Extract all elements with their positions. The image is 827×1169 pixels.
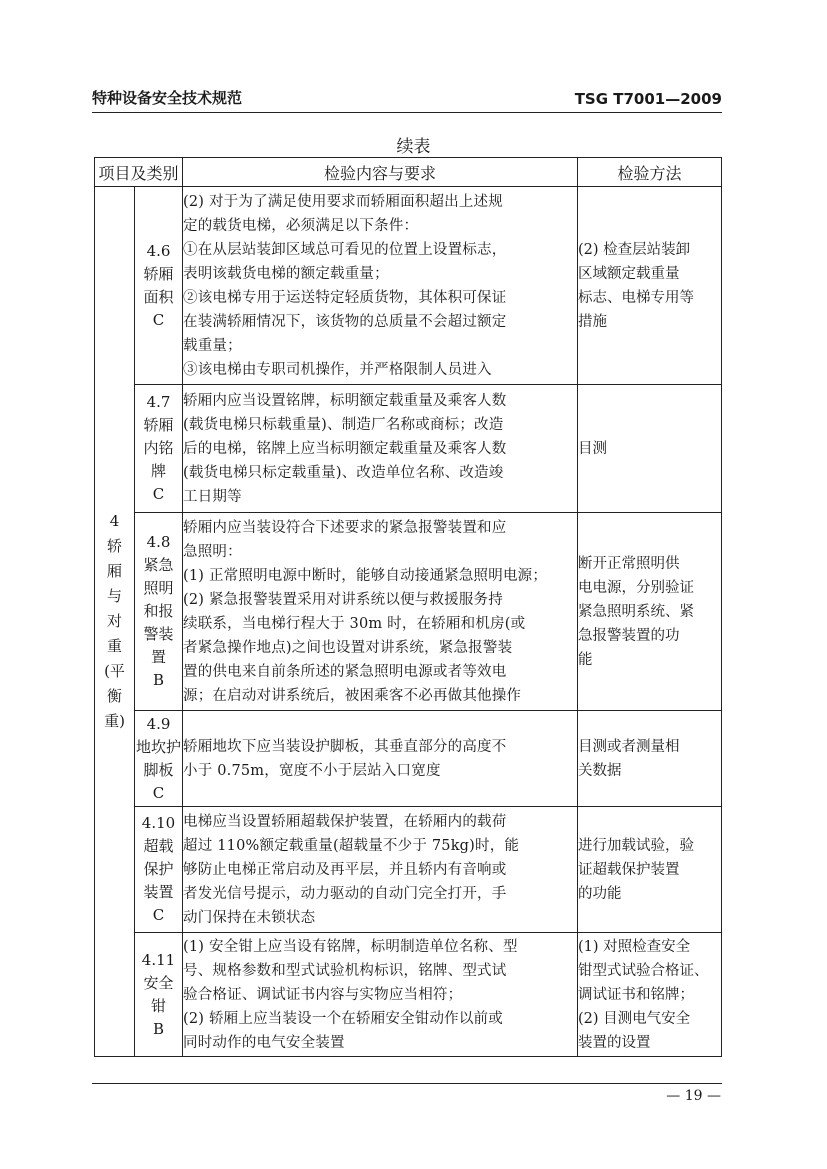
category-char: 重) [104,712,125,730]
item-label-line: 轿厢 [143,416,174,434]
content-cell [183,711,578,807]
method-line: 急报警装置的功 [578,627,680,644]
table-row [95,385,722,513]
category-char: 衡 [106,687,122,705]
content-line: (2) 紧急报警装置采用对讲系统以便与救援服务持 [183,591,503,608]
footer-rule [92,1083,722,1084]
item-cell [135,513,183,711]
method-line: 区域额定载重量 [578,265,680,282]
method-cell [578,933,722,1057]
table-header-row [95,158,722,187]
content-line: 小于 0.75m，宽度不小于层站入口宽度 [183,762,441,779]
content-line: ②该电梯专用于运送特定轻质货物，其体积可保证 [183,289,507,306]
content-line: 定的载货电梯，必须满足以下条件： [183,217,419,234]
table-row [95,513,722,711]
content-line: 在装满轿厢情况下，该货物的总质量不会超过额定 [183,313,507,330]
category-char: 厢 [106,562,122,580]
content-line: 轿厢内应当设置铭牌，标明额定载重量及乘客人数 [183,392,507,409]
item-cell [135,933,183,1057]
method-line: 标志、电梯专用等 [578,289,695,306]
method-line: (2) 检查层站装卸 [578,241,691,258]
method-cell [578,513,722,711]
content-line: ③该电梯由专职司机操作，并严格限制人员进入 [183,361,492,378]
item-label-line: 牌 [151,462,167,480]
item-label-line: 4.7 [146,393,171,411]
header-category: 项目及类别 [95,158,183,187]
item-label-line: 脚板 [143,760,174,779]
header-title: 特种设备安全技术规范 [92,89,243,107]
content-line: 动门保持在未锁状态 [183,909,316,926]
content-line: (2) 轿厢上应当装设一个在轿厢安全钳动作以前或 [183,1010,503,1027]
method-line: 措施 [578,313,608,330]
category-char: 4 [109,512,120,530]
table-row [95,933,722,1057]
content-line: (载货电梯只标载重量)、制造厂名称或商标；改造 [183,416,504,433]
item-label-line: 警装 [143,625,174,643]
method-cell [578,711,722,807]
method-line: 断开正常照明供 [578,555,680,572]
content-line: 表明该载货电梯的额定载重量； [183,265,389,282]
content-line: 载重量； [183,337,242,354]
header-content: 检验内容与要求 [183,158,578,187]
item-label-line: 照明 [143,579,174,597]
method-cell [578,187,722,385]
item-label-line: 4.11 [141,950,176,969]
content-cell [183,187,578,385]
method-line: (1) 对照检查安全 [578,938,691,955]
table-row [95,187,722,385]
item-label-line: 超载 [143,837,174,855]
content-line: 源；在启动对讲系统后，被困乘客不必再做其他操作 [183,687,522,704]
content-line: 工日期等 [183,488,242,505]
item-label-line: B [152,1019,165,1038]
category-cell [95,187,135,1057]
item-label-line: 置 [151,648,167,666]
method-line: 紧急照明系统、紧 [578,603,695,620]
method-line: 装置的设置 [578,1034,651,1051]
item-label-line: 内铭 [143,439,174,457]
item-label-line: 4.6 [146,241,171,260]
item-label-line: 轿厢 [143,264,174,283]
content-cell [183,513,578,711]
content-line: ①在从层站装卸区域总可看见的位置上设置标志， [183,241,507,258]
item-label-line: 保护 [143,860,174,878]
item-label-line: 安全 [143,973,174,992]
item-label-line: 面积 [143,287,174,306]
page-header [92,86,722,113]
content-line: 超过 110%额定载重量(超载量不少于 75kg)时，能 [183,837,520,854]
category-char: 与 [106,587,122,605]
content-line: 轿厢地坎下应当装设护脚板，其垂直部分的高度不 [183,738,507,755]
item-label-line: 钳 [151,996,167,1015]
content-line: (1) 安全钳上应当设有铭牌，标明制造单位名称、型 [183,938,518,955]
method-line: 的功能 [578,885,622,902]
item-label-line: 和报 [143,602,174,620]
category-char: 对 [106,612,122,630]
method-cell [578,385,722,513]
method-line: 电电源，分别验证 [578,579,695,596]
method-line: 钳型式试验合格证、 [578,962,709,979]
item-label-line: 4.9 [146,714,171,733]
method-line: 证超载保护装置 [578,861,680,878]
inspection-table [94,157,722,1057]
content-line: 急照明： [183,543,242,560]
content-line: 者发光信号提示，动力驱动的自动门完全打开，手 [183,885,507,902]
content-line: 续联系，当电梯行程大于 30m 时，在轿厢和机房(或 [183,615,526,632]
header-method: 检验方法 [578,158,722,187]
method-line: (2) 目测电气安全 [578,1010,691,1027]
method-line: 调试证书和铭牌； [578,986,695,1003]
content-cell [183,385,578,513]
content-line: 轿厢内应当装设符合下述要求的紧急报警装置和应 [183,519,507,536]
table-caption: 续表 [396,137,431,157]
content-line: (2) 对于为了满足使用要求而轿厢面积超出上述规 [183,193,503,210]
content-line: 者紧急操作地点)之间也设置对讲系统，紧急报警装 [183,639,513,656]
method-line: 关数据 [578,762,622,779]
item-label-line: 4.8 [146,533,171,551]
item-label-line: B [152,671,165,689]
method-line: 能 [578,651,593,668]
item-cell [135,385,183,513]
content-line: 够防止电梯正常启动及再平层，并且轿内有音响或 [183,861,507,878]
item-label-line: C [152,906,165,924]
content-cell [183,933,578,1057]
content-line: (1) 正常照明电源中断时，能够自动接通紧急照明电源； [183,567,548,584]
content-line: 验合格证、调试证书内容与实物应当相符； [183,986,463,1003]
item-label-line: C [152,783,165,802]
item-label-line: 紧急 [143,556,174,574]
content-line: 置的供电来自前条所述的紧急照明电源或者等效电 [183,663,507,680]
item-label-line: 装置 [143,883,174,901]
content-cell [183,807,578,933]
table-body [95,187,722,1057]
method-cell [578,807,722,933]
content-line: 后的电梯，铭牌上应当标明额定载重量及乘客人数 [183,440,507,457]
table-row [95,711,722,807]
method-line: 目测 [578,440,608,457]
category-char: 重 [106,637,122,655]
item-cell [135,187,183,385]
item-cell [135,807,183,933]
content-line: 号、规格参数和型式试验机构标识，铭牌、型式试 [183,962,507,979]
item-label-line: C [152,310,165,329]
page-number: — 19 — [666,1088,721,1104]
content-line: 同时动作的电气安全装置 [183,1034,345,1051]
header-code: TSG T7001—2009 [574,90,722,108]
content-line: (载货电梯只标定载重量)、改造单位名称、改造竣 [183,464,504,481]
item-cell [135,711,183,807]
item-label-line: 地坎护 [136,737,182,756]
category-char: (平 [104,662,125,680]
category-char: 轿 [106,537,122,555]
item-label-line: 4.10 [141,814,176,832]
method-line: 进行加载试验，验 [578,837,695,854]
table-row [95,807,722,933]
item-label-line: C [152,485,165,503]
content-line: 电梯应当设置轿厢超载保护装置，在轿厢内的载荷 [183,813,507,830]
method-line: 目测或者测量相 [578,738,680,755]
